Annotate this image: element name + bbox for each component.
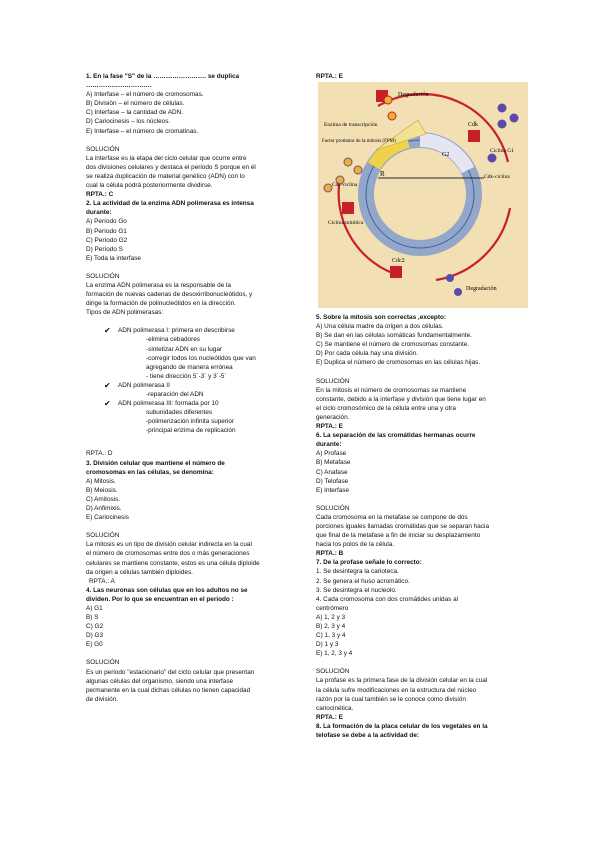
- q5-option: B) Se dan en las células somáticas fundamentalmente.: [316, 332, 472, 340]
- cyclin-dot: [344, 158, 352, 166]
- ciclina-g1-dot: [498, 120, 507, 129]
- solution-line: permanente en la cual dichas células no tienen capacidad: [86, 686, 251, 694]
- cdc2-box-bottom: [390, 266, 402, 278]
- solution-line: la célula sufre modificaciones en la estructura del núcleo: [316, 686, 477, 694]
- solution-line: La interfase es la etapa del ciclo celular que ocurre entre: [86, 154, 247, 162]
- q2-option: B) Período G1: [86, 227, 127, 235]
- q2-option: E) Toda la interfase: [86, 254, 141, 262]
- solution-heading: SOLUCIÓN: [86, 659, 120, 667]
- label-ciclina-g1: Ciclina G1: [490, 148, 514, 154]
- solution-heading: SOLUCIÓN: [316, 668, 350, 676]
- q7-option: D) 1 y 3: [316, 641, 339, 649]
- answer-label: RPTA.: C: [86, 191, 114, 199]
- answer-label: RPTA.: E: [316, 73, 343, 80]
- q4-option: B) S: [86, 614, 99, 622]
- cyclin-dot: [384, 96, 392, 104]
- right-column: [316, 313, 526, 740]
- solution-line: el ciclo cromosómico de la célula entre una y otra: [316, 404, 456, 412]
- checkmark-icon: ✔: [104, 380, 111, 390]
- q2-text-cont: durante:: [86, 209, 112, 217]
- solution-line: razón por la cual también se le conoce como división: [316, 695, 466, 703]
- q1-option: C) Interfase – la cantidad de ADN.: [86, 109, 183, 117]
- q4-text-cont: dividen. Por lo que se encuentran en el periodo :: [86, 595, 234, 603]
- q1-text: 1. En la fase "S" de la ……………………. se duplica: [86, 73, 240, 80]
- q3-option: B) Meiosis.: [86, 486, 118, 494]
- q8-text: 8. La formación de la placa celular de los vegetales en la: [316, 722, 488, 730]
- q3-option: E) Cariocinesis: [86, 514, 129, 522]
- solution-line: La enzima ADN polimerasa es la responsable de la: [86, 281, 231, 289]
- solution-line: constante, debido a la interfase y división que tiene lugar en: [316, 395, 486, 403]
- label-cdk: Cdk: [468, 122, 479, 128]
- answer-label: RPTA.: B: [316, 550, 344, 558]
- q5-option: D) Por cada célula hay una división.: [316, 350, 418, 358]
- q3-text-cont: cromosomas en las células, se denomina:: [86, 468, 214, 476]
- q6-option: A) Profase: [316, 450, 347, 458]
- solution-line: cual la célula podrá posteriormente dividirse.: [86, 182, 213, 190]
- q7-text: 7. De la profase señale lo correcto:: [316, 559, 422, 567]
- solution-heading: SOLUCIÓN: [316, 377, 350, 385]
- cdk-box: [468, 130, 480, 142]
- label-enzima: Enzima de transcripción: [324, 122, 378, 128]
- solution-line: La mitosis es un tipo de división celular indirecta en la cual: [86, 541, 252, 549]
- q3-option: C) Amitosis.: [86, 495, 121, 503]
- q7-item: 1. Se desintegra la carioteca.: [316, 568, 399, 576]
- solution-line: algunas células del organismo, siendo una interfase: [86, 677, 234, 685]
- solution-line: Tipos de ADN polimerasas:: [86, 309, 164, 317]
- label-degradacion-top: Degradación: [398, 92, 429, 98]
- label-degradacion-bottom: Degradación: [466, 286, 497, 292]
- solution-heading: SOLUCIÓN: [316, 504, 350, 512]
- q2-option: C) Período G2: [86, 236, 128, 244]
- cell-cycle-figure: [318, 82, 528, 308]
- solution-heading: SOLUCIÓN: [86, 272, 120, 280]
- q3-option: D) Anfimixis.: [86, 505, 122, 513]
- label-factor: Factor promotor de la mitosis (FPM): [322, 139, 396, 144]
- checklist-item: ✔ ADN polimerasa I: primera en describirse: [104, 326, 235, 336]
- cyclin-dot: [324, 184, 332, 192]
- solution-line: dos divisiones celulares y destaca el periodo S porque en él: [86, 163, 256, 171]
- q7-option: A) 1, 2 y 3: [316, 613, 346, 621]
- label-ciclina-mitotica: Ciclina mitótica: [328, 220, 364, 226]
- checkmark-icon: ✔: [104, 326, 111, 336]
- q2-option: D) Período S: [86, 245, 123, 253]
- solution-line: cariocinética.: [316, 704, 354, 712]
- answer-label: RPTA.: E: [316, 713, 343, 721]
- q1-option: D) Cariocinesis – los núcleos.: [86, 118, 171, 126]
- q2-option: A) Período Go: [86, 218, 127, 226]
- q6-text: 6. La separación de las cromátidas hermanas ocurre: [316, 432, 476, 440]
- q4-text: 4. Las neuronas son células que en los adultos no se: [86, 586, 248, 594]
- q6-option: E) Interfase: [316, 486, 350, 494]
- solution-line: que final de la metafase a fin de iniciar su desplazamiento: [316, 532, 481, 540]
- solution-heading: SOLUCIÓN: [86, 532, 120, 540]
- label-cdk-ciclina: Cdk-ciclina: [484, 174, 510, 180]
- ciclina-g1-dot: [488, 154, 497, 163]
- solution-line: En la mitosis el número de cromosomas se mantiene: [316, 386, 467, 394]
- checkmark-icon: ✔: [104, 399, 111, 409]
- solution-line: Cada cromosoma en la metafase se compone de dos: [316, 513, 468, 521]
- q5-option: C) Se mantiene el número de cromosomas constante.: [316, 341, 470, 349]
- solution-line: generación.: [316, 413, 350, 421]
- q7-item: centrómero: [316, 604, 349, 612]
- solution-line: hacia los polos de la célula.: [316, 541, 395, 549]
- label-cdc-ciclina-left: Cdc-ciclina: [332, 182, 358, 188]
- label-g2: G2: [442, 152, 450, 158]
- solution-heading: SOLUCIÓN: [86, 145, 120, 153]
- solution-line: La profase es la primera fase de la división celular en la cual: [316, 677, 488, 685]
- answer-label: RPTA.: E: [316, 423, 343, 431]
- ciclina-g1-dot: [510, 114, 519, 123]
- label-r: R: [380, 170, 385, 178]
- solution-line: da origen a células también diploides.: [86, 568, 193, 576]
- q2-text: 2. La actividad de la enzima ADN polimerasa es intensa: [86, 200, 254, 208]
- q1-option: B) División – el número de células.: [86, 100, 185, 108]
- q8-text-cont: telofase se debe a la actividad de:: [316, 732, 420, 740]
- ciclina-g1-dot: [446, 274, 454, 282]
- answer-label: RPTA.: A: [89, 577, 115, 585]
- solution-line: celulares se mantiene constante, estos es una célula diploide: [86, 559, 260, 567]
- q6-option: B) Metafase: [316, 459, 351, 467]
- q5-option: E) Duplica el número de cromosomas en las células hijas.: [316, 359, 481, 367]
- solution-line: formación de nuevas cadenas de desoxirribonucleótidos, y: [86, 291, 253, 299]
- q3-option: A) Mitosis.: [86, 477, 116, 485]
- cyclin-dot: [388, 112, 396, 120]
- cdc-box-left: [342, 202, 354, 214]
- q1-option: A) Interfase – el número de cromosomas.: [86, 91, 204, 99]
- solution-line: dirige la formación de polinucleótidos en la dirección.: [86, 300, 236, 308]
- cell-cycle-diagram: [318, 82, 528, 308]
- solution-line: de división.: [86, 695, 118, 703]
- q4-option: A) G1: [86, 604, 103, 612]
- label-cdc2: Cdc2: [392, 258, 405, 264]
- q6-option: C) Anafase: [316, 468, 348, 476]
- ciclina-g1-dot: [498, 104, 507, 113]
- q7-option: E) 1, 2, 3 y 4: [316, 650, 353, 658]
- solution-line: Es un periodo "estacionario" del ciclo celular que presentan: [86, 668, 255, 676]
- q3-text: 3. División celular que mantiene el número de: [86, 459, 225, 467]
- checklist-item: ✔ ADN polimerasa II: [104, 380, 170, 390]
- solution-line: el número de cromosomas entre dos o más generaciones: [86, 550, 250, 558]
- q7-item: 2. Se genera el huso acromático.: [316, 577, 410, 585]
- solution-line: se realiza duplicación de material genético (ADN) con lo: [86, 172, 245, 180]
- q7-item: 3. Se desintegra el nucleolo.: [316, 586, 397, 594]
- q4-option: D) G3: [86, 632, 104, 640]
- q1-option: E) Interfase – el número de cromatinas.: [86, 127, 199, 135]
- answer-label: RPTA.: D: [86, 450, 113, 458]
- ciclina-g1-dot: [454, 288, 462, 296]
- q7-item: 4. Cada cromosoma con dos cromátides unidas al: [316, 595, 459, 603]
- q6-option: D) Telofase: [316, 477, 349, 485]
- q1-text-cont: ………………………….: [86, 82, 152, 90]
- cyclin-dot: [354, 166, 362, 174]
- q4-option: E) G0: [86, 641, 103, 649]
- q7-option: B) 2, 3 y 4: [316, 623, 346, 630]
- q7-option: C) 1, 3 y 4: [316, 632, 346, 640]
- checklist-item: ✔ ADN polimerasa III: formada por 10: [104, 399, 219, 409]
- left-column: 1. En la fase "S" de la ……………………. se duplica …………………………. A) Interfase – el número de cromosomas. B) División – el número de células. C) Interfase – la cantidad de ADN. D) Cariocinesis – los núcleos. E) Interfase – el número de cromatinas. SOLUCIÓN La interfase es la etapa del ciclo celular que ocurre entre dos divisiones celulares y destaca el periodo S porque en él se realiza duplicación de material genético (ADN) con lo cual la célula podrá posteriormente dividirse. RPTA.: C 2. La actividad de la enzima ADN polimerasa es intensa durante: A) Período Go B) Período G1 C) Período G2 D) Período S E) Toda la interfase SOLUCIÓN La enzima ADN polimerasa es la responsable de la formación de nuevas cadenas de desoxirribonucleótidos, y dirige la formación de polinucleótidos en la dirección. Tipos de ADN polimerasas: ✔ ADN polimerasa I: primera en describirse -elimina cebadores -sintetizar ADN en su lugar -corregir todos los nucleótidos que van agregando de manera errónea - tiene dirección 5´-3´ y 3´-5´ ✔ ADN polimerasa II -reparación del ADN ✔ ADN polimerasa III: formada por 10 subunidades diferentes -polimerización infinita superior -principal enzima de replicación RPTA.: D 3. División celular que mantiene el número de cromosomas en las células, se denomina: A) Mitosis. B) Meiosis. C) Amitosis. D) Anfimixis. E) Cariocinesis SOLUCIÓN La mitosis es un tipo de división celular indirecta en la cual el número de cromosomas entre dos o más generaciones celulares se mantiene constante, estos es una célula diploide da origen a células también diploides. RPTA.: A 4. Las neuronas son células que en los adultos no se dividen. Por lo que se encuentran en el periodo : A) G1 B) S C) G2 D) G3 E) G0 SOLUCIÓN Es un periodo "estacionario" del ciclo celular que presentan algunas células del organismo, siendo una interfase permanente en la cual dichas células no tienen capacidad de división.: [86, 72, 296, 704]
- q5-option: A) Una célula madre da origen a dos células.: [316, 323, 444, 331]
- q4-option: C) G2: [86, 623, 104, 631]
- q6-text-cont: durante:: [316, 441, 342, 449]
- q5-text: 5. Sobre la mitosis son correctas ,excepto:: [316, 314, 446, 321]
- solution-line: porciones iguales llamadas cromátidas que se separan hacia: [316, 522, 490, 530]
